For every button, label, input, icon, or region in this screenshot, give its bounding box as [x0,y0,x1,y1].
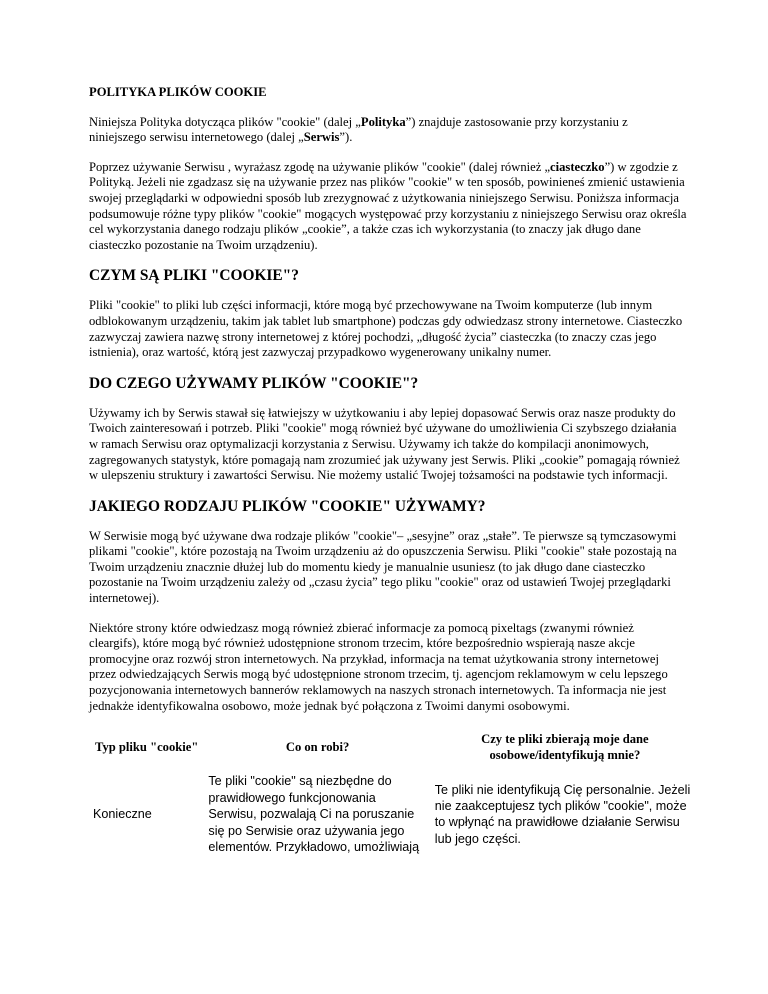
table-header-row [89,732,699,773]
column-header-personal-data: Czy te pliki zbierają moje dane osobowe/identyfikują mnie? [481,732,649,762]
consent-text-2: ”) w zgodzie z Polityką. Jeżeli nie zgadzasz się na używanie przez nas plików "cookie" w ten sposób, powinieneś zmienić ustawienia swojej przeglądarki w odpowiedni sposób lub zrezygnować z użytkowania niniejszego Serwisu. Poniższa informacja podsumowuje różne typy plików "cookie" mogących występować przy korzystaniu z niniejszego Serwisu oraz określa cel wykorzystania danego rodzaju plików „cookie”, a także czas ich wykorzystania (to znaczy jak długo dane ciasteczko pozostanie na Twoim urządzeniu). [89,159,687,252]
table-row [89,773,699,855]
section-paragraph: Używamy ich by Serwis stawał się łatwiejszy w użytkowaniu i aby lepiej dopasować Serwis oraz nasze produkty do Twoich zainteresowań i potrzeb. Pliki "cookie" mogą również być używane do umożliwienia Ci szybszego działania w ramach Serwisu oraz optymalizacji korzystania z Serwisu. Używamy ich także do kompilacji anonimowych, zagregowanych statystyk, które pomagają nam zrozumieć jak używany jest Serwis. Pliki „cookie” pomagają również w ulepszeniu struktury i zawartości Serwisu. Nie możemy ustalić Twojej tożsamości na podstawie tych informacji. [89,405,680,483]
term-ciasteczko: ciasteczko [550,159,605,174]
document-title: POLITYKA PLIKÓW COOKIE [89,85,267,99]
intro-text-3: ”). [339,130,353,145]
cookie-types-table [89,732,699,855]
column-header-purpose: Co on robi? [285,740,350,755]
consent-text-1: Poprzez używanie Serwisu , wyrażasz zgodę na używanie plików "cookie" (dalej również „ [89,159,551,174]
intro-text-1: Niniejsza Polityka dotycząca plików "cookie" (dalej „ [89,114,361,129]
section-paragraph: Pliki "cookie" to pliki lub części informacji, które mogą być przechowywane na Twoim komputerze (lub innym odblokowanym urządzeniu, takim jak tablet lub smartphone) podczas gdy odwiedzasz strony internetowe. Ciasteczko zazwyczaj zawiera nazwę strony internetowej z której pochodzi, „długość życia” ciasteczka (to znaczy czas jego istnienia), oraz wartość, którą jest zazwyczaj przypadkowo wygenerowany unikalny numer. [89,298,683,360]
intro-text-2: ”) znajduje zastosowanie przy korzystaniu z niniejszego serwisu internetowego (dalej „ [89,114,628,145]
section-heading-what-are-cookies: CZYM SĄ PLIKI "COOKIE"? [89,267,299,285]
cell-cookie-purpose: Te pliki "cookie" są niezbędne do prawidłowego funkcjonowania Serwisu, pozwalają Ci na poruszanie się po Serwisie oraz używania jego elementów. Przykładowo, umożliwiają [208,774,420,855]
consent-paragraph [89,160,687,254]
cell-cookie-personal-data: Te pliki nie identyfikują Cię personalnie. Jeżeli nie zaakceptujesz tych plików "cookie", może to wpłynąć na prawidłowe działanie Serwisu lub jego części. [434,782,691,846]
section-heading-why-cookies: DO CZEGO UŻYWAMY PLIKÓW "COOKIE"? [89,374,419,392]
section-paragraph: W Serwisie mogą być używane dwa rodzaje plików "cookie"– „sesyjne” oraz „stałe”. Te pierwsze są tymczasowymi plikami "cookie", które pozostają na Twoim urządzeniu aż do opuszczenia Serwisu. Pliki "cookie" stałe pozostają na Twoim urządzeniu znacznie dłużej lub do momentu kiedy je manualnie usuniesz (to jak długo dane ciasteczko pozostanie na Twoim urządzeniu zależy od „czasu życia” tego pliku "cookie" oraz od ustawień Twojej przeglądarki internetowej). [89,528,677,606]
term-polityka: Polityka [360,114,406,129]
term-serwis: Serwis [303,130,340,145]
intro-paragraph [89,115,687,146]
column-header-type: Typ pliku "cookie" [95,740,199,755]
section-heading-cookie-types: JAKIEGO RODZAJU PLIKÓW "COOKIE" UŻYWAMY? [89,497,486,515]
cell-cookie-type: Konieczne [93,807,152,822]
document-body [89,85,691,855]
section-paragraph: Niektóre strony które odwiedzasz mogą również zbierać informacje za pomocą pixeltags (zwanymi również cleargifs), które mogą być również udostępnione stronom trzecim, które bezpośrednio wspierają nasze akcje promocyjne oraz rozwój stron internetowych. Na przykład, informacja na temat użytkowania strony internetowej przez odwiedzających Serwis mogą być udostępnione stronom trzecim, tj. agencjom reklamowym w celu lepszego pozycjonowania internetowych bannerów reklamowych na naszych stronach internetowych. Ta informacja nie jest jednakże identyfikowalna osobowo, może jednak być połączona z Twoimi danymi osobowymi. [89,620,668,713]
